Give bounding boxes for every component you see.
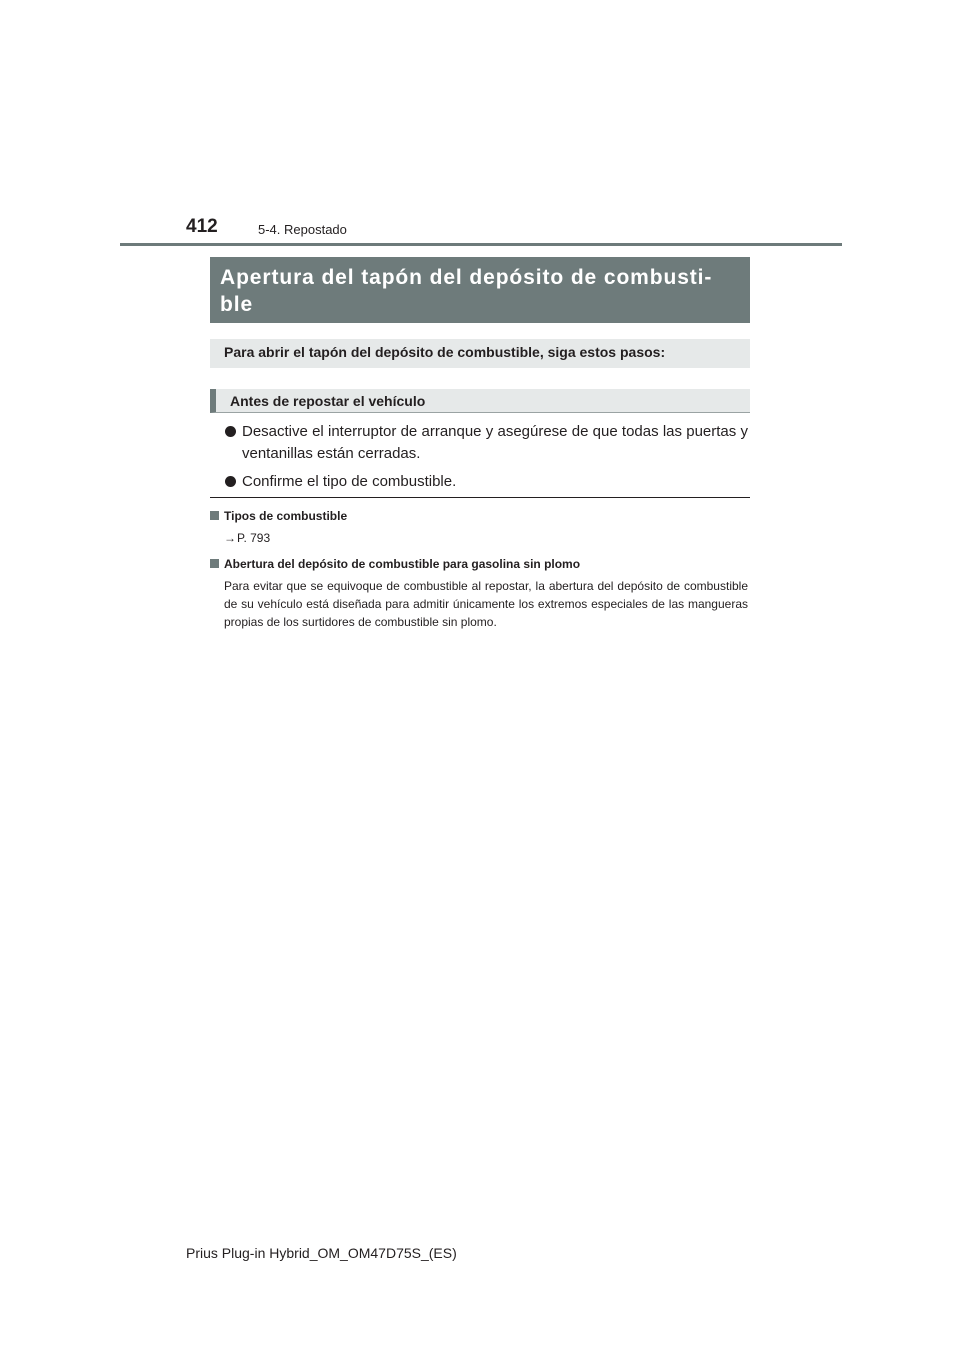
bullet-item — [224, 421, 748, 465]
bullet-dot-icon — [225, 426, 236, 437]
page-number: 412 — [186, 216, 218, 237]
arrow-right-icon: → — [224, 531, 236, 545]
bullet-text: Confirme el tipo de combustible. — [242, 473, 457, 490]
subheading-text: Antes de repostar el vehículo — [230, 393, 426, 409]
intro-box — [210, 339, 750, 368]
section-label: 5-4. Repostado — [258, 222, 347, 237]
bullet-dot-icon — [225, 476, 236, 487]
section-divider — [210, 497, 750, 498]
notes-section — [210, 508, 748, 640]
note-body: Para evitar que se equivoque de combustible al repostar, la abertura del depósito de combustible de su vehículo está diseñada para admitir únicamente los extremos especiales de las mangueras propias de los surtidores de combustible sin plomo. — [224, 579, 748, 629]
header-rule — [120, 243, 842, 246]
page-reference-link[interactable]: P. 793 — [237, 531, 271, 545]
square-bullet-icon — [210, 559, 219, 568]
note-heading — [210, 508, 748, 524]
note-heading-text: Tipos de combustible — [224, 509, 348, 523]
section-title-box — [210, 257, 750, 323]
intro-text: Para abrir el tapón del depósito de combustible, siga estos pasos: — [224, 344, 666, 360]
note-heading-text: Abertura del depósito de combustible para gasolina sin plomo — [224, 557, 581, 571]
subheading-box — [210, 389, 750, 413]
note-heading — [210, 556, 748, 572]
section-title: Apertura del tapón del depósito de combusti- ble — [220, 266, 713, 316]
note-body — [210, 529, 748, 547]
bullet-item — [224, 471, 748, 493]
bullet-text: Desactive el interruptor de arranque y asegúrese de que todas las puertas y ventanillas están cerradas. — [242, 423, 748, 462]
page-header — [0, 0, 960, 250]
bullet-list — [224, 421, 748, 499]
document-id: Prius Plug-in Hybrid_OM_OM47D75S_(ES) — [186, 1245, 457, 1261]
square-bullet-icon — [210, 511, 219, 520]
